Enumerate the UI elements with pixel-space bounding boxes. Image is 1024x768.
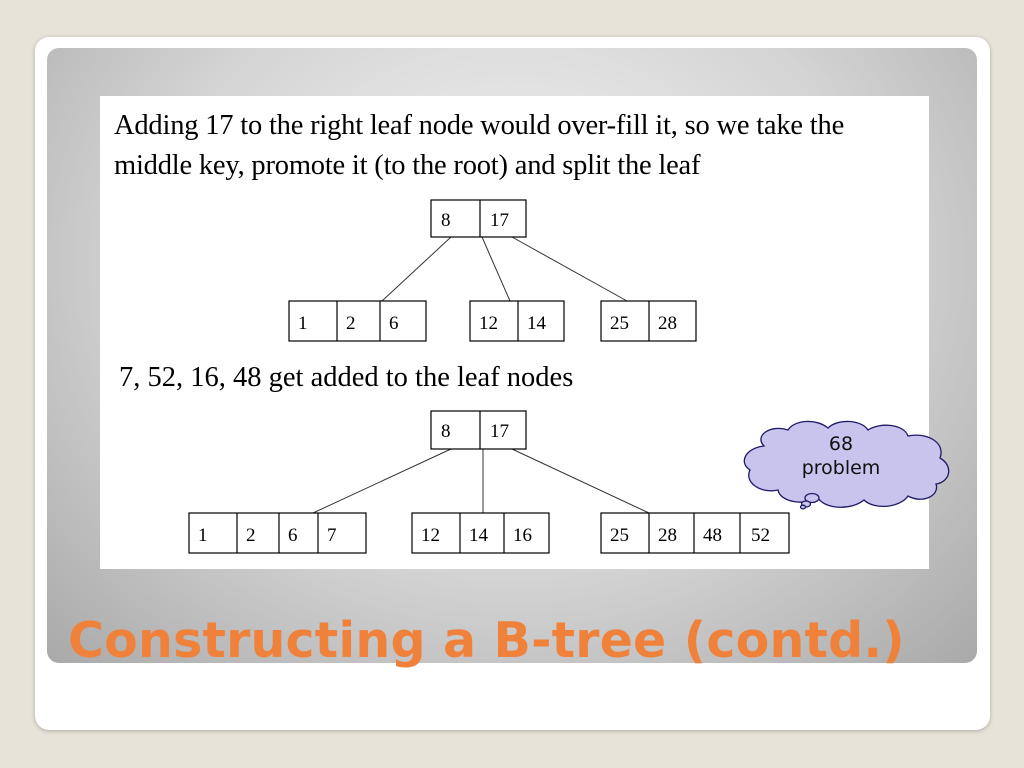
slide-title: Constructing a B-tree (contd.) xyxy=(68,612,905,669)
tree2-leaf-node xyxy=(189,513,366,553)
key: 8 xyxy=(441,210,451,231)
tree1-leaf-node xyxy=(601,301,696,341)
key: 1 xyxy=(198,525,208,546)
intro-line-2: middle key, promote it (to the root) and split the leaf xyxy=(114,150,701,181)
key: 2 xyxy=(246,525,256,546)
tree-1 xyxy=(289,200,696,341)
key: 25 xyxy=(610,313,629,334)
tree1-root-node xyxy=(431,200,526,237)
key: 2 xyxy=(346,313,356,334)
tree-2 xyxy=(189,411,789,553)
tree1-leaf-node xyxy=(470,301,564,341)
key: 14 xyxy=(469,525,488,546)
tree2-root-node xyxy=(431,411,526,449)
key: 17 xyxy=(490,421,509,442)
key: 6 xyxy=(389,313,399,334)
tree2-leaf-node xyxy=(412,513,549,553)
edge xyxy=(313,449,451,513)
key: 14 xyxy=(527,313,546,334)
caption-added-keys: 7, 52, 16, 48 get added to the leaf nodes xyxy=(119,362,574,393)
key: 6 xyxy=(288,525,298,546)
key: 12 xyxy=(421,525,440,546)
callout-text xyxy=(782,432,900,480)
key: 52 xyxy=(751,525,770,546)
key: 7 xyxy=(327,525,337,546)
key: 48 xyxy=(703,525,722,546)
key: 16 xyxy=(513,525,532,546)
intro-line-1: Adding 17 to the right leaf node would over-fill it, so we take the xyxy=(114,110,845,141)
tree2-leaf-node xyxy=(601,513,789,553)
tree1-leaf-node xyxy=(289,301,426,341)
edge xyxy=(482,237,510,301)
edge xyxy=(512,237,627,301)
edge xyxy=(382,237,451,301)
callout-line-1: 68 xyxy=(828,433,854,455)
key: 28 xyxy=(658,525,677,546)
key: 1 xyxy=(298,313,308,334)
key: 25 xyxy=(610,525,629,546)
key: 17 xyxy=(490,210,509,231)
key: 12 xyxy=(479,313,498,334)
key: 28 xyxy=(658,313,677,334)
key: 8 xyxy=(441,421,451,442)
edge xyxy=(512,449,649,513)
callout-line-2: problem xyxy=(801,457,881,479)
